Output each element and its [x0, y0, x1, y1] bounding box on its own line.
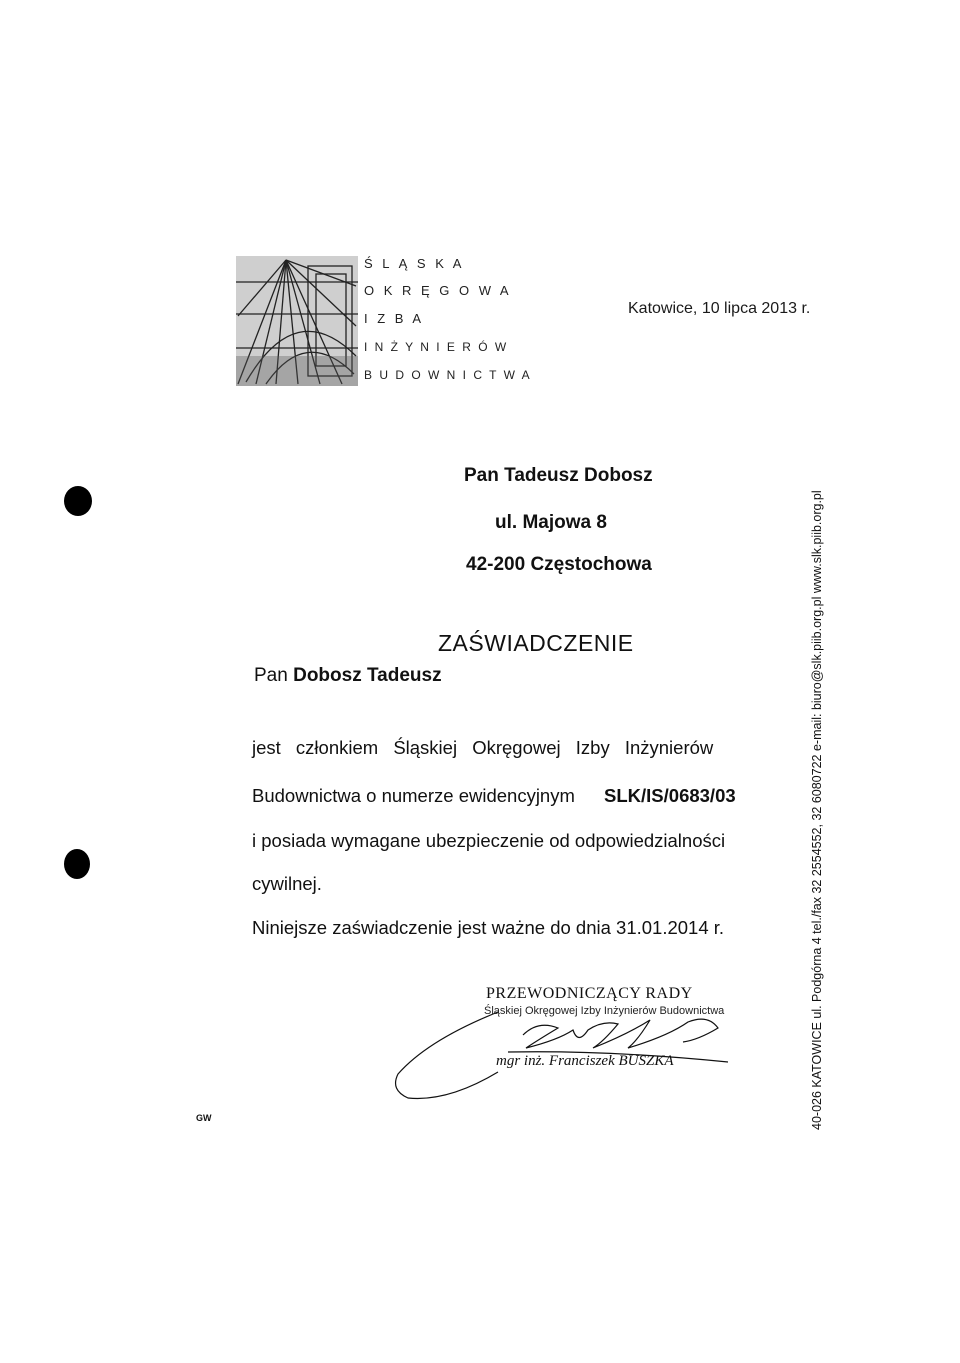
- logo-text-line-1: Ś L Ą S K A: [364, 256, 465, 271]
- registration-number: SLK/IS/0683/03: [604, 785, 736, 806]
- body-line-2: [252, 785, 736, 807]
- footer-contact: 40-026 KATOWICE ul. Podgórna 4 tel./fax 32 2554552, 32 6080722 e-mail: biuro@slk.piib.org.pl www.slk.piib.org.pl: [810, 490, 824, 1130]
- salutation-prefix: Pan: [254, 665, 294, 686]
- body-line-4: cywilnej.: [252, 873, 322, 894]
- issue-date: Katowice, 10 lipca 2013 r.: [628, 300, 811, 317]
- logo-text-line-2: O K R Ę G O W A: [364, 283, 512, 298]
- logo-text-line-3: I Z B A: [364, 311, 425, 326]
- recipient-name: Pan Tadeusz Dobosz: [464, 465, 653, 486]
- chamber-logo-graphic: [236, 256, 358, 386]
- salutation: [254, 665, 442, 687]
- punch-hole: [64, 486, 92, 516]
- signature-subtitle: Śląskiej Okręgowej Izby Inżynierów Budownictwa: [484, 1005, 725, 1017]
- signatory-name: mgr inż. Franciszek BUSZKA: [496, 1053, 674, 1069]
- logo-text-line-4: I N Ż Y N I E R Ó W: [364, 340, 509, 354]
- document-title: ZAŚWIADCZENIE: [438, 630, 634, 656]
- recipient-city: 42-200 Częstochowa: [466, 554, 652, 575]
- margin-note: GW: [196, 1113, 212, 1123]
- validity-statement: Niniejsze zaświadczenie jest ważne do dnia 31.01.2014 r.: [252, 917, 725, 938]
- body-line-2-text: Budownictwa o numerze ewidencyjnym: [252, 785, 581, 806]
- recipient-street: ul. Majowa 8: [495, 512, 607, 533]
- member-name: Dobosz Tadeusz: [293, 665, 442, 686]
- punch-hole: [64, 849, 90, 879]
- logo-text-line-5: B U D O W N I C T W A: [364, 368, 532, 382]
- body-line-1: jest członkiem Śląskiej Okręgowej Izby Inżynierów: [252, 737, 714, 758]
- body-line-3: i posiada wymagane ubezpieczenie od odpowiedzialności: [252, 830, 726, 851]
- signature-title: PRZEWODNICZĄCY RADY: [486, 985, 693, 1002]
